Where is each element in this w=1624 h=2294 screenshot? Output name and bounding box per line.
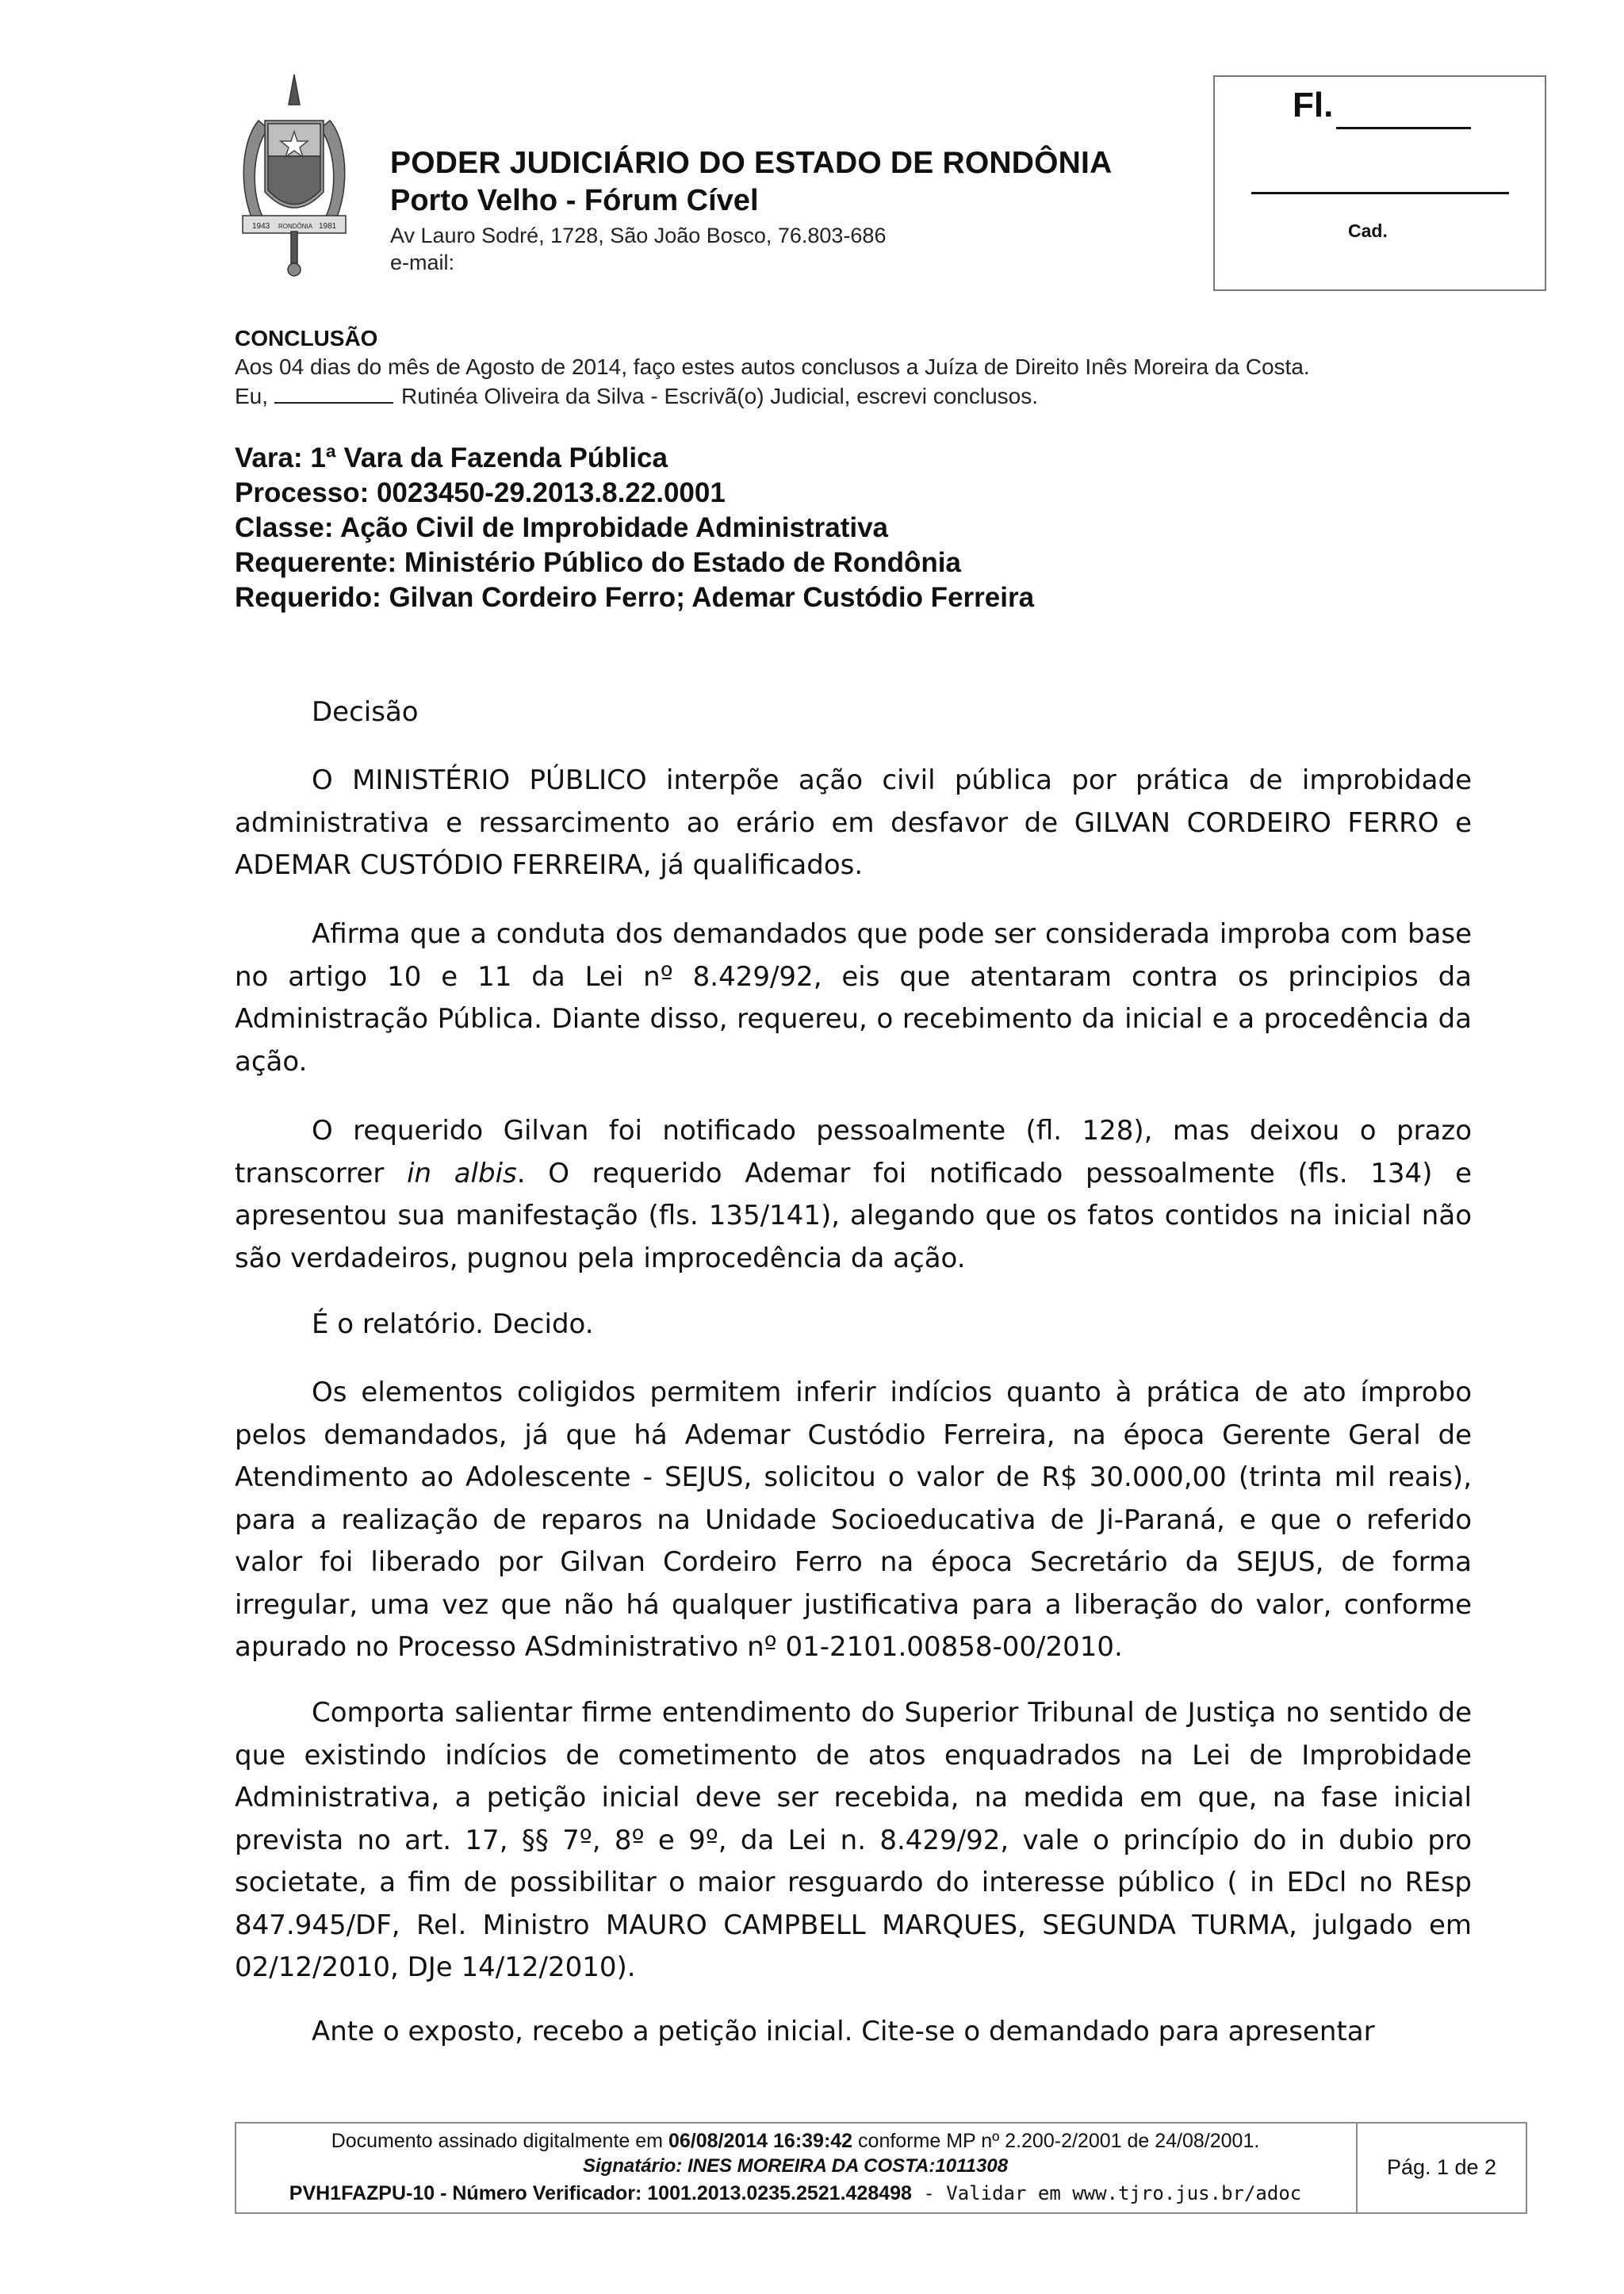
footer-mp-text: conforme MP nº 2.200-2/2001 de 24/08/2001. <box>858 2130 1260 2152</box>
footer-validate-link[interactable]: www.tjro.jus.br/adoc <box>1072 2182 1302 2204</box>
decision-title: Decisão <box>312 696 419 728</box>
footer-verifier-number: PVH1FAZPU-10 - Número Verificador: 1001.2013.0235.2521.428498 <box>289 2182 912 2204</box>
footer-validate-text: - Validar em <box>911 2182 1073 2204</box>
footer-signatory: Signatário: INES MOREIRA DA COSTA:1011308 <box>582 2155 1009 2177</box>
paragraph-3 <box>235 1110 1472 1280</box>
paragraph-4: É o relatório. Decido. <box>312 1308 594 1340</box>
folio-label: Fl. <box>1293 86 1334 124</box>
conclusion-line-2 <box>235 384 1038 409</box>
paragraph-3-part-b: . O requerido Ademar foi notificado pessoalmente (fls. 134) e apresentou sua manifestação (fls. 135/141), alegando que os fatos contidos na inicial não são verdadeiros, pugnou pela improcedência da ação. <box>235 1157 1473 1274</box>
folio-signature-line <box>1251 192 1509 194</box>
cad-label: Cad. <box>1348 220 1388 241</box>
crest-year-left: 1943 <box>252 222 270 231</box>
paragraph-3-part-a: O requerido Gilvan foi notificado pessoalmente (fl. 128), mas deixou o prazo transcorrer <box>235 1115 1472 1189</box>
footer-signed-date: 06/08/2014 16:39:42 <box>668 2130 853 2152</box>
folio-number-line <box>1336 127 1471 129</box>
case-classe: Classe: Ação Civil de Improbidade Administrativa <box>235 512 889 543</box>
institution-name: PODER JUDICIÁRIO DO ESTADO DE RONDÔNIA <box>390 146 1113 180</box>
crest-year-right: 1981 <box>319 222 337 231</box>
paragraph-7: Ante o exposto, recebo a petição inicial. Cite-se o demandado para apresentar <box>312 2016 1375 2047</box>
paragraph-1: O MINISTÉRIO PÚBLICO interpõe ação civil pública por prática de improbidade administrativa e ressarcimento ao erário em desfavor de GILVAN CORDEIRO FERRO e ADEMAR CUSTÓDIO FERREIRA, já qualificados. <box>235 764 1472 881</box>
paragraph-6: Comporta salientar firme entendimento do Superior Tribunal de Justiça no sentido de que existindo indícios de cometimento de atos enquadrados na Lei de Improbidade Administrativa, a petição inicial deve ser recebida, na medida em que, na fase inicial prevista no art. 17, §§ 7º, 8º e 9º, da Lei n. 8.429/92, vale o princípio do in dubio pro societate, a fim de possibilitar o maior resguardo do interesse público ( in EDcl no REsp 847.945/DF, Rel. Ministro MAURO CAMPBELL MARQUES, SEGUNDA TURMA, julgado em 02/12/2010, DJe 14/12/2010). <box>235 1697 1472 1983</box>
court-name: Porto Velho - Fórum Cível <box>390 184 759 217</box>
clerk-signature-blank <box>274 401 393 404</box>
paragraph-5: Os elementos coligidos permitem inferir indícios quanto à prática de ato ímprobo pelos demandados, já que há Ademar Custódio Ferreira, na época Gerente Geral de Atendimento ao Adolescente - SEJUS, solicitou o valor de R$ 30.000,00 (trinta mil reais), para a realização de reparos na Unidade Socioeducativa de Ji-Paraná, e que o referido valor foi liberado por Gilvan Cordeiro Ferro na época Secretário da SEJUS, de forma irregular, uma vez que não há qualquer justificativa para a liberação do valor, conforme apurado no Processo ASdministrativo nº 01-2101.00858-00/2010. <box>235 1377 1472 1663</box>
court-address: Av Lauro Sodré, 1728, São João Bosco, 76.803-686 <box>390 224 887 247</box>
page-number: Pág. 1 de 2 <box>1386 2155 1497 2179</box>
folio-box <box>1213 75 1546 291</box>
footer-signed-line <box>235 2130 1356 2153</box>
case-requerido: Requerido: Gilvan Cordeiro Ferro; Ademar Custódio Ferreira <box>235 582 1035 613</box>
court-email: e-mail: <box>390 251 455 274</box>
conclusion-heading: CONCLUSÃO <box>235 326 378 350</box>
crest-name: RONDÔNIA <box>278 223 313 230</box>
conclusion-eu: Eu, <box>235 384 269 408</box>
case-processo: Processo: 0023450-29.2013.8.22.0001 <box>235 477 726 508</box>
paragraph-3-italic: in albis <box>407 1157 517 1189</box>
footer-signed-text: Documento assinado digitalmente em <box>331 2130 663 2152</box>
case-requerente: Requerente: Ministério Público do Estado de Rondônia <box>235 547 961 578</box>
footer-verifier-line <box>235 2182 1356 2205</box>
conclusion-clerk: Rutinéa Oliveira da Silva - Escrivã(o) Judicial, escrevi conclusos. <box>401 384 1038 408</box>
court-crest-logo <box>235 73 354 283</box>
case-vara: Vara: 1ª Vara da Fazenda Pública <box>235 442 668 473</box>
paragraph-2: Afirma que a conduta dos demandados que pode ser considerada improba com base no artigo 10 e 11 da Lei nº 8.429/92, eis que atentaram contra os principios da Administração Pública. Diante disso, requereu, o recebimento da inicial e a procedência da ação. <box>235 918 1472 1078</box>
conclusion-line-1: Aos 04 dias do mês de Agosto de 2014, faço estes autos conclusos a Juíza de Direito Inês Moreira da Costa. <box>235 354 1310 379</box>
